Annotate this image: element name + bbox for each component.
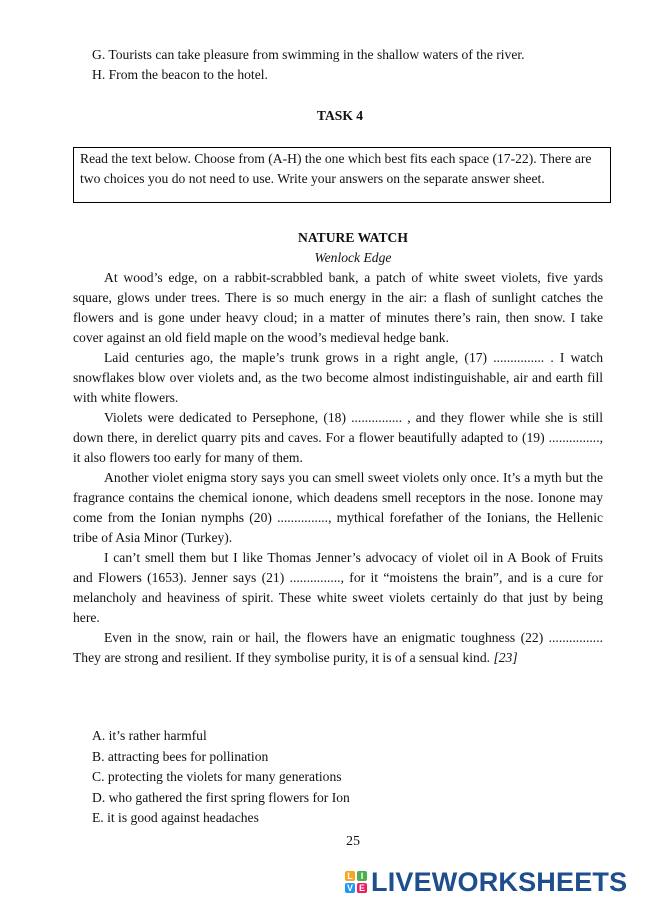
paragraph-6: Even in the snow, rain or hail, the flowers have an enigmatic toughness (22) ................ They are strong and resilient. If they symbolise purity, it is of a sensual kind.	[73, 630, 603, 665]
paragraph-4: Another violet enigma story says you can smell sweet violets only once. It’s a myth but the fragrance contains the chemical ionone, which deadens smell receptors in the nose. Ionone may come from the Ionian nymphs (20) ..............., mythical forefather of the Ionians, the Hellenic tribe of Asia Minor (Turkey).	[73, 470, 603, 545]
logo-mark-icon	[345, 871, 367, 893]
option-g: G. Tourists can take pleasure from swimming in the shallow waters of the river.	[92, 47, 525, 62]
logo-mark-i: I	[357, 871, 367, 881]
paragraph-5: I can’t smell them but I like Thomas Jenner’s advocacy of violet oil in A Book of Fruits and Flowers (1653). Jenner says (21) ..............., for it “moistens the brain”, and is a cure for melancholy and heaviness of spirit. These white sweet violets certainly do that just by being here.	[73, 550, 603, 625]
paragraph-1: At wood’s edge, on a rabbit-scrabbled bank, a patch of white sweet violets, five yards square, glows under trees. There is so much energy in the air: a flash of sunlight catches the flowers and is gone under heavy cloud; in a matter of minutes there’s rain, then snow. I take cover against an old field maple on the wood’s medieval hedge bank.	[73, 270, 603, 345]
logo-mark-v: V	[346, 883, 353, 893]
gap-reference: [23]	[493, 650, 518, 665]
article-body	[73, 268, 603, 668]
answer-option-c: C. protecting the violets for many generations	[92, 769, 342, 784]
answer-options	[92, 726, 350, 829]
answer-option-a: A. it’s rather harmful	[92, 728, 207, 743]
answer-option-d: D. who gathered the first spring flowers for Ion	[92, 789, 350, 805]
article-subtitle: Wenlock Edge	[314, 250, 392, 265]
answer-option-b: B. attracting bees for pollination	[92, 748, 269, 764]
answer-option-e: E. it is good against headaches	[92, 810, 259, 825]
paragraph-6-container	[73, 628, 603, 668]
article-title: NATURE WATCH	[298, 230, 408, 245]
liveworksheets-logo[interactable]	[345, 864, 627, 900]
logo-text: LIVEWORKSHEETS	[371, 866, 628, 897]
task-instruction-box	[73, 147, 611, 203]
task-instruction: Read the text below. Choose from (A-H) the one which best fits each space (17-22). There are two choices you do not need to use. Write your answers on the separate answer sheet.	[80, 151, 592, 186]
page-number: 25	[346, 834, 360, 849]
paragraph-3: Violets were dedicated to Persephone, (18) ............... , and they flower while she is still down there, in derelict quarry pits and caves. For a flower beautifully adapted to (19) ..............., it also flowers too early for many of them.	[73, 410, 603, 465]
task-title: TASK 4	[316, 108, 364, 123]
logo-mark-e: E	[358, 883, 365, 893]
paragraph-2: Laid centuries ago, the maple’s trunk grows in a right angle, (17) ............... . I watch snowflakes blow over violets and, as the two become almost indistinguishable, air and earth fill with white flowers.	[73, 350, 603, 405]
option-h: H. From the beacon to the hotel.	[92, 67, 268, 82]
logo-mark-l: L	[345, 871, 355, 881]
